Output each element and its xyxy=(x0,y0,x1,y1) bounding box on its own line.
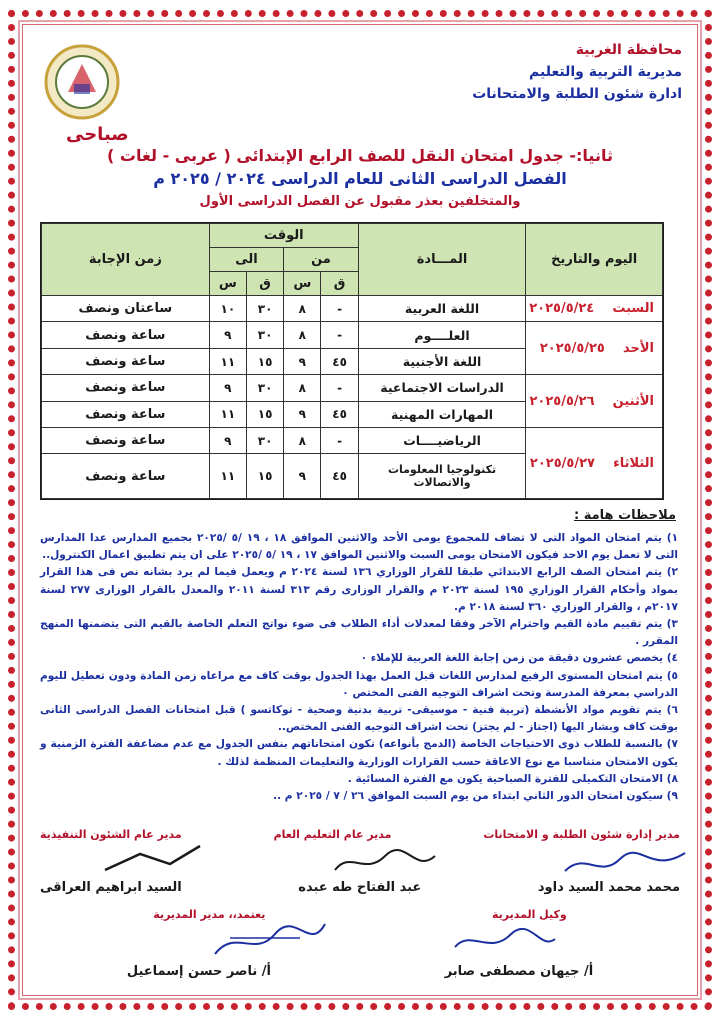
day-date-cell xyxy=(526,322,663,375)
day-label: السبت xyxy=(612,301,654,317)
note-item: ٤) يخصص عشرون دقيقة من زمن إجابة اللغة العربية للإملاء ٠ xyxy=(360,652,678,665)
day-date-cell xyxy=(526,375,663,428)
note-item: ١) يتم امتحان المواد التى لا تضاف للمجموع يومى الأحد والاثنين الموافق ١٨ ، ١٩ /٥ /٢٠٢٥ بجميع المدارس عدا المدارس التى لا تعمل يوم الاحد فيكون الامتحان يومى السبت والاثنين الموافق ١٧ ، ١٩ /٥ /٢٠٢٥ على ان يتم تطبيق اعمال الكنترول.. xyxy=(40,532,679,562)
governorate-label: محافظة الغربية xyxy=(575,42,682,58)
from-s-cell: ٩ xyxy=(284,401,321,427)
to-q-cell: ٣٠ xyxy=(246,322,283,348)
sig3-title: مدير عام الشئون التنفيذية xyxy=(40,828,182,841)
header-to-s: س xyxy=(209,272,246,296)
table-row xyxy=(42,296,663,322)
sig4-title: وكيل المديرية xyxy=(491,908,567,921)
day-date-cell xyxy=(526,296,663,322)
sig4-name: أ/ جيهان مصطفى صابر xyxy=(444,964,594,979)
duration-cell: ساعة ونصف xyxy=(42,348,210,374)
to-s-cell: ١١ xyxy=(209,454,246,499)
header-block xyxy=(472,42,682,102)
title-line2: الفصل الدراسى الثانى للعام الدراسى ٢٠٢٤ / ٢٠٢٥ م xyxy=(153,169,567,188)
note-item: ٨) الامتحان التكميلى للفترة الصباحية يكون مع الفترة المسائية . xyxy=(347,772,678,785)
subject-cell: اللغة العربية xyxy=(358,296,526,322)
shift-label: صباحى xyxy=(66,124,129,145)
to-s-cell: ١٠ xyxy=(209,296,246,322)
sig5-title: يعتمد،، مدير المديرية xyxy=(153,908,266,921)
date-label: ٢٠٢٥/٥/٢٦ xyxy=(529,393,595,409)
duration-cell: ساعة ونصف xyxy=(42,375,210,401)
day-label: الثلاثاء xyxy=(613,455,654,471)
from-q-cell: ٤٥ xyxy=(321,454,358,499)
subject-cell: المهارات المهنية xyxy=(358,401,526,427)
governorate-logo xyxy=(44,44,120,120)
date-label: ٢٠٢٥/٥/٢٥ xyxy=(539,340,605,356)
signature-scribble-3 xyxy=(100,840,210,878)
from-q-cell: ٤٥ xyxy=(321,401,358,427)
from-q-cell: - xyxy=(321,322,358,348)
signature-names-row1 xyxy=(40,880,680,895)
header-from-s: س xyxy=(284,272,321,296)
directorate-label: مديرية التربية والتعليم xyxy=(529,64,682,80)
header-duration: زمن الإجابة xyxy=(42,224,210,296)
header-to: الى xyxy=(209,248,284,272)
sig3-name: السيد ابراهيم العراقى xyxy=(40,880,182,895)
subject-cell: العلــــوم xyxy=(358,322,526,348)
to-q-cell: ٣٠ xyxy=(246,296,283,322)
signature-scribble-1 xyxy=(560,845,690,881)
subject-cell: تكنولوجيا المعلومات والاتصالات xyxy=(358,454,526,499)
duration-cell: ساعتان ونصف xyxy=(42,296,210,322)
sig2-name: عبد الفتاح طه عبده xyxy=(298,880,422,895)
from-s-cell: ٨ xyxy=(284,322,321,348)
signature-names-row2 xyxy=(40,964,680,979)
to-q-cell: ١٥ xyxy=(246,401,283,427)
from-q-cell: - xyxy=(321,428,358,454)
subject-cell: اللغة الأجنبية xyxy=(358,348,526,374)
duration-cell: ساعة ونصف xyxy=(42,401,210,427)
sig2-title: مدير عام التعليم العام xyxy=(273,828,392,841)
title-block xyxy=(40,146,680,209)
date-label: ٢٠٢٥/٥/٢٤ xyxy=(529,301,595,317)
from-s-cell: ٨ xyxy=(284,296,321,322)
note-item: ٥) يتم امتحان المستوى الرفيع لمدارس اللغات قبل العمل بهذا الجدول بوقت كاف مع مراعاه زمن المادة ودون تعطيل لليوم الدراسي بمعرفة المدرسة وتحت اشراف التوجيه الفنى المختص ٠ xyxy=(40,669,678,699)
from-s-cell: ٨ xyxy=(284,428,321,454)
title-line3: والمتخلفين بعذر مقبول عن الفصل الدراسى الأول xyxy=(199,194,521,209)
to-q-cell: ١٥ xyxy=(246,454,283,499)
header-time: الوقت xyxy=(209,224,358,248)
header-subject: المـــادة xyxy=(358,224,526,296)
note-item: ٧) بالنسبة للطلاب ذوى الاحتياجات الخاصة (الدمج بأنواعه) تكون امتحاناتهم بنفس الجدول مع عدم مضاعفة الفترة الزمنية و يكون الامتحان متناسبا مع نوع الاعاقة حسب القرارات الوزارية والتعليمات المنظمة لذلك . xyxy=(40,738,678,768)
to-s-cell: ٩ xyxy=(209,322,246,348)
header-from-q: ق xyxy=(321,272,358,296)
exam-schedule-table xyxy=(40,222,664,500)
to-s-cell: ١١ xyxy=(209,348,246,374)
sig5-name: أ/ ناصر حسن إسماعيل xyxy=(126,964,271,979)
day-label: الأحد xyxy=(622,340,654,356)
duration-cell: ساعة ونصف xyxy=(42,454,210,499)
from-q-cell: ٤٥ xyxy=(321,348,358,374)
to-q-cell: ٣٠ xyxy=(246,375,283,401)
title-line1: ثانيا:- جدول امتحان النقل للصف الرابع الإبتدائى ( عربى - لغات ) xyxy=(107,146,613,165)
from-s-cell: ٩ xyxy=(284,454,321,499)
duration-cell: ساعة ونصف xyxy=(42,428,210,454)
to-q-cell: ١٥ xyxy=(246,348,283,374)
signature-scribble-5 xyxy=(210,918,330,966)
signature-titles-row2 xyxy=(40,908,680,921)
from-s-cell: ٨ xyxy=(284,375,321,401)
header-to-q: ق xyxy=(246,272,283,296)
header-from: من xyxy=(284,248,359,272)
sig1-title: مدير إدارة شئون الطلبة و الامتحانات xyxy=(483,828,680,841)
notes-title: ملاحظات هامة : xyxy=(574,508,676,523)
sig1-name: محمد محمد السيد داود xyxy=(537,880,680,895)
to-s-cell: ٩ xyxy=(209,428,246,454)
to-s-cell: ١١ xyxy=(209,401,246,427)
signature-scribble-2 xyxy=(330,846,440,880)
duration-cell: ساعة ونصف xyxy=(42,322,210,348)
date-label: ٢٠٢٥/٥/٢٧ xyxy=(529,455,595,471)
from-s-cell: ٩ xyxy=(284,348,321,374)
to-s-cell: ٩ xyxy=(209,375,246,401)
day-label: الأثنين xyxy=(612,393,654,409)
note-item: ٣) يتم تقييم مادة القيم واحترام الآخر وفقا لمعدلات أداء الطلاب فى ضوء نواتج التعلم الخاصة بالقيم التى يتضمنها المنهج المقرر . xyxy=(40,618,678,648)
signature-scribble-4 xyxy=(450,925,560,959)
notes-list xyxy=(40,530,678,805)
day-date-cell xyxy=(526,428,663,499)
department-label: ادارة شئون الطلبة والامتحانات xyxy=(472,86,682,102)
from-q-cell: - xyxy=(321,375,358,401)
note-item: ٩) سيكون امتحان الدور الثاني ابتداء من يوم السبت الموافق ٢٦ / ٧ / ٢٠٢٥ م .. xyxy=(273,790,678,803)
table-row xyxy=(42,375,663,401)
table-row xyxy=(42,322,663,348)
note-item: ٦) يتم تقويم مواد الأنشطة (تربية فنية - موسيقى- تربية بدنية وصحية - توكاتسو ) قبل امتحانات الفصل الدراسى الثانى بوقت كاف وبشار اليها (اجتاز - لم يجتز) تحت اشراف التوجيه الفنى المختص.. xyxy=(40,704,678,734)
subject-cell: الرياضيــــات xyxy=(358,428,526,454)
from-q-cell: - xyxy=(321,296,358,322)
table-row xyxy=(42,428,663,454)
to-q-cell: ٣٠ xyxy=(246,428,283,454)
header-day-date: اليوم والتاريخ xyxy=(526,224,663,296)
note-item: ٢) يتم امتحان الصف الرابع الابتدائي طبقا للقرار الوزاري ١٣٦ لسنة ٢٠٢٤ م ويعمل فيما لم يرد بشانه نص فى هذا القرار بمواد وأحكام القرار الوزاري ١٩٥ لسنة ٢٠٢٣ م والقرار الوزارى رقم ٣١٣ لسنة ٢٠١١ والمعدل بالقرار الوزارى ٢٧٧ لسنة ٢٠١٧م ، والقرار الوزاري ٣٦٠ لسنة ٢٠١٨ م. xyxy=(40,566,679,613)
subject-cell: الدراسات الاجتماعية xyxy=(358,375,526,401)
